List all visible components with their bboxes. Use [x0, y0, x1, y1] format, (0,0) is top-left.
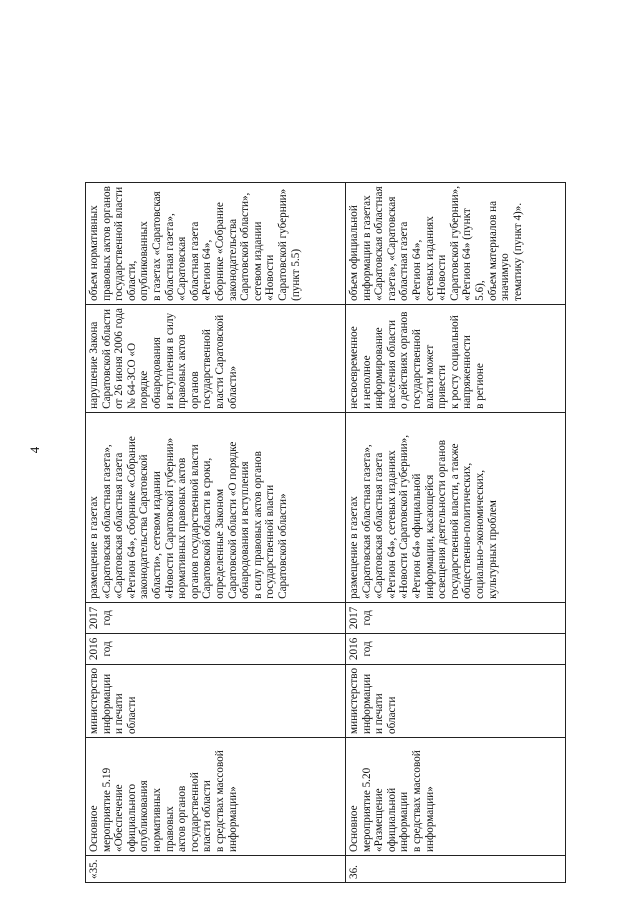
executor: министерство информации и печати области: [346, 664, 566, 737]
year-end: 2017 год: [346, 602, 566, 633]
description: размещение в газетах «Саратовская областная газета», «Саратовская областная газета «Регион 64», сборнике «Собрание законодательства Саратовской области», сетевом издании «Новости Саратовской губернии» нормативных правовых актов органов государственной власти Саратовской области в сроки, определенные Законом Саратовской области «О порядке обнародования и вступления в силу правовых актов органов государственной власти Саратовской области»: [86, 412, 346, 602]
year-start: 2016 год: [86, 633, 346, 664]
row-number: «35.: [86, 856, 346, 883]
measure-name: Основное мероприятие 5.19 «Обеспечение официального опубликования нормативных правовых актов органов государственной власти области в средствах массовой информации»: [86, 738, 346, 856]
program-measures-table: [85, 182, 566, 883]
year-end: 2017 год: [86, 602, 346, 633]
row-number: 36.: [346, 856, 566, 883]
table-row: [346, 182, 566, 882]
executor: министерство информации и печати области: [86, 664, 346, 737]
measure-name: Основное мероприятие 5.20 «Размещение официальной информации в средствах массовой информации»: [346, 738, 566, 856]
page-number: 4: [27, 446, 42, 454]
consequences: нарушение Закона Саратовской области от 26 июня 2006 года № 64-ЗСО «О порядке обнародования и вступления в силу правовых актов органов государственной власти Саратовской области»: [86, 304, 346, 412]
indicators: объем официальной информации в газетах «Саратовская областная газета», «Саратовская областная газета «Регион 64», сетевых изданиях «Новости Саратовской губернии», «Регион 64» (пункт 5.6), объем материалов на значимую тематику (пункт 4)».: [346, 182, 566, 304]
indicators: объем нормативных правовых актов органов государственной власти области, опубликованных в газетах «Саратовская областная газета», «Саратовская областная газета «Регион 64», сборнике «Собрание законодательства Саратовской области», сетевом издании «Новости Саратовской губернии» (пункт 5.5): [86, 182, 346, 304]
year-start: 2016 год: [346, 633, 566, 664]
description: размещение в газетах «Саратовская областная газета», «Саратовская областная газета «Регион 64», сетевых изданиях «Новости Саратовской губернии», «Регион 64» официальной информации, касающейся освещения деятельности органов государственной власти, а также общественно-политических, социально-экономических, культурных проблем: [346, 412, 566, 602]
consequences: несвоевременное и неполное информирование населения области о действиях органов государственной власти может привести к росту социальной напряженности в регионе: [346, 304, 566, 412]
table-row: [86, 182, 346, 882]
